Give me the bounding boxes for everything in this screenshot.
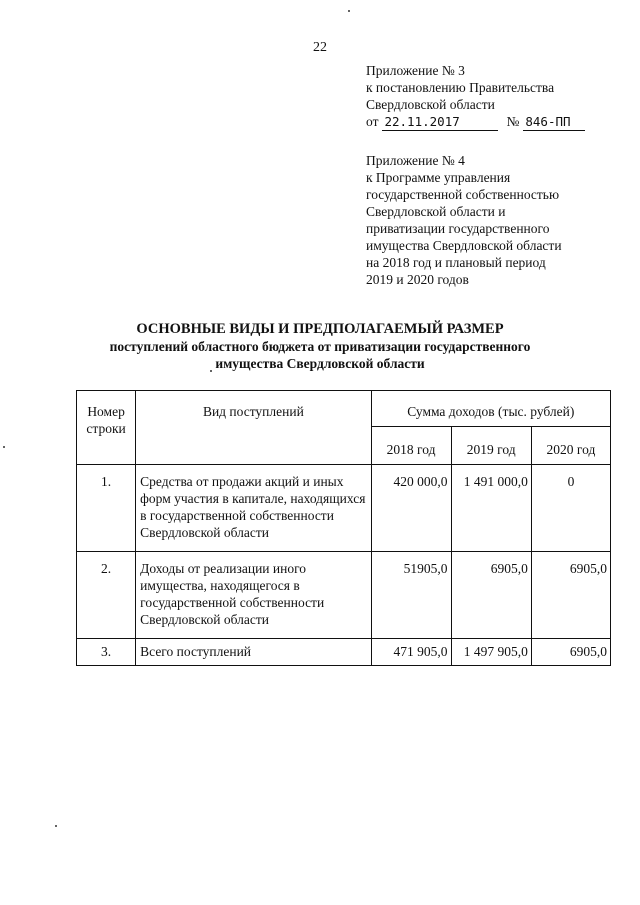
header-row-number-line1: Номер [87,404,125,419]
appendix-4-line: 2019 и 2020 годов [366,272,469,287]
document-title [0,320,640,372]
scan-speck [210,370,212,372]
title-main: ОСНОВНЫЕ ВИДЫ И ПРЕДПОЛАГАЕМЫЙ РАЗМЕР [136,321,504,337]
appendix-4-line: государственной собственностью [366,187,560,202]
appendix-3-header [366,62,585,131]
table-row [77,552,611,639]
row-value-2019: 1 491 000,0 [451,465,531,552]
appendix-4-header [366,152,562,288]
appendix-3-line2: к постановлению Правительства [366,80,555,95]
row-value-2020: 0 [531,465,610,552]
row-value-2019: 1 497 905,0 [451,639,531,666]
appendix-3-line3: Свердловской области [366,97,495,112]
title-sub-line2: имущества Свердловской области [215,356,425,371]
title-sub-line1: поступлений областного бюджета от приватизации государственного [109,339,531,354]
row-value-2018: 420 000,0 [371,465,451,552]
number-prefix: № [506,114,520,129]
appendix-4-line: Приложение № 4 [366,153,465,168]
row-value-2019: 6905,0 [451,552,531,639]
resolution-number: 846-ПП [523,113,585,131]
table-row-total [77,639,611,666]
scan-speck [348,10,350,12]
appendix-4-line: Свердловской области и [366,204,506,219]
row-value-2020: 6905,0 [531,639,610,666]
resolution-date-number-line [366,113,585,131]
row-value-2020: 6905,0 [531,552,610,639]
header-year-2018: 2018 год [371,427,451,465]
date-prefix: от [366,114,379,129]
resolution-date: 22.11.2017 [382,113,498,131]
header-type: Вид поступлений [136,391,371,465]
row-value-2018: 471 905,0 [371,639,451,666]
header-sum: Сумма доходов (тыс. рублей) [371,391,610,427]
appendix-4-line: имущества Свердловской области [366,238,562,253]
header-year-2019: 2019 год [451,427,531,465]
appendix-4-line: приватизации государственного [366,221,550,236]
header-year-2020: 2020 год [531,427,610,465]
scan-speck [3,446,5,448]
row-type: Доходы от реализации иного имущества, находящегося в государственной собственности Свердловской области [136,552,371,639]
revenue-table [76,390,611,666]
appendix-4-line: к Программе управления [366,170,511,185]
table-header-row [77,391,611,427]
row-type: Всего поступлений [136,639,371,666]
appendix-4-line: на 2018 год и плановый период [366,255,546,270]
row-type: Средства от продажи акций и иных форм участия в капитале, находящихся в государственной собственности Свердловской области [136,465,371,552]
scan-speck [55,825,57,827]
table-row [77,465,611,552]
row-number: 2. [77,552,136,639]
page-number: 22 [313,40,327,55]
row-value-2018: 51905,0 [371,552,451,639]
header-row-number [77,391,136,465]
row-number: 3. [77,639,136,666]
row-number: 1. [77,465,136,552]
appendix-3-line1: Приложение № 3 [366,63,465,78]
header-row-number-line2: строки [86,421,126,436]
